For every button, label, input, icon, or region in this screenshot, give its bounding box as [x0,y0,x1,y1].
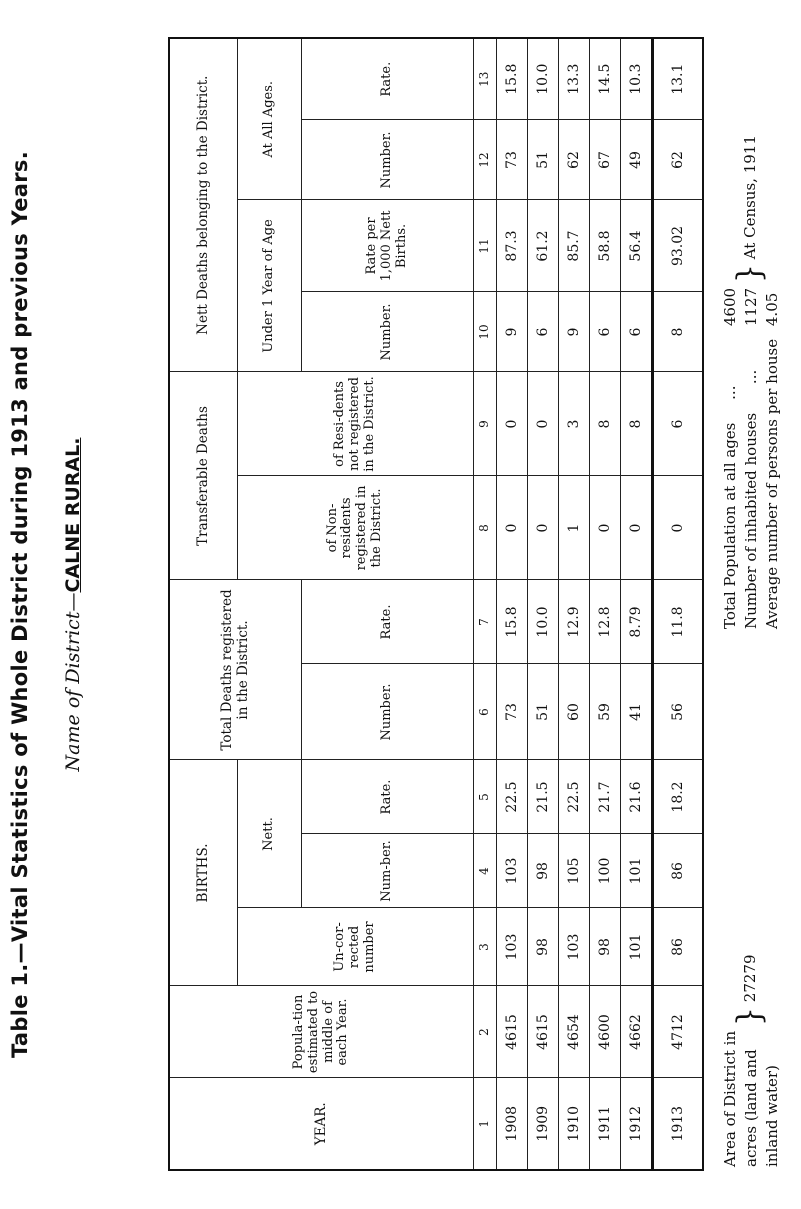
cell-population: 4600 [590,986,621,1078]
census-line-average [762,339,783,629]
cell-all-ages-number: 49 [621,120,653,200]
column-number: 6 [474,664,497,760]
cell-all-ages-rate: 13.3 [559,38,590,120]
census-label-houses: Number of inhabited houses [742,412,760,629]
cell-total-deaths-number: 60 [559,664,590,760]
cell-total-deaths-rate: 11.8 [653,580,704,664]
cell-transferable-nonresidents: 1 [559,476,590,580]
area-line-1: Area of District in [721,1030,739,1167]
header-births-nett: Nett. [237,760,301,908]
census-label-population: Total Population at all ages [721,422,739,629]
cell-year: 1911 [590,1078,621,1170]
column-number: 10 [474,292,497,372]
cell-transferable-nonresidents: 0 [621,476,653,580]
header-year: YEAR. [169,1078,474,1170]
subtitle-prefix: Name of District— [62,592,84,772]
census-value-population: 4600 [721,287,739,327]
header-under-1-rate: Rate per 1,000 Nett Births. [302,200,474,292]
cell-births-nett-number: 100 [590,834,621,908]
cell-births-nett-number: 103 [497,834,528,908]
cell-all-ages-rate: 10.3 [621,38,653,120]
district-name: CALNE RURAL. [62,437,84,593]
cell-under-1-rate: 56.4 [621,200,653,292]
header-all-ages: At All Ages. [237,38,301,200]
column-number: 13 [474,38,497,120]
column-number: 2 [474,986,497,1078]
table-row-current-year [653,38,704,1170]
cell-births-uncorrected: 103 [497,908,528,986]
cell-total-deaths-number: 41 [621,664,653,760]
cell-population: 4615 [528,986,559,1078]
cell-all-ages-rate: 10.0 [528,38,559,120]
cell-transferable-nonresidents: 0 [497,476,528,580]
cell-transferable-nonresidents: 0 [590,476,621,580]
cell-population: 4712 [653,986,704,1078]
cell-total-deaths-rate: 12.9 [559,580,590,664]
header-under-1-year: Under 1 Year of Age [237,200,301,372]
brace-icon: } [730,264,769,284]
area-line-3: inland water) [763,1065,781,1167]
cell-births-nett-rate: 22.5 [497,760,528,834]
column-number-row [474,38,497,1170]
header-under-1-number: Number. [302,292,474,372]
cell-births-nett-number: 105 [559,834,590,908]
column-number: 4 [474,834,497,908]
cell-under-1-number: 6 [528,292,559,372]
cell-total-deaths-rate: 8.79 [621,580,653,664]
cell-total-deaths-rate: 10.0 [528,580,559,664]
cell-transferable-residents: 8 [590,372,621,476]
cell-births-uncorrected: 101 [621,908,653,986]
cell-transferable-nonresidents: 0 [653,476,704,580]
cell-total-deaths-number: 56 [653,664,704,760]
cell-under-1-rate: 85.7 [559,200,590,292]
cell-births-nett-number: 98 [528,834,559,908]
cell-births-uncorrected: 86 [653,908,704,986]
cell-year: 1912 [621,1078,653,1170]
cell-all-ages-rate: 14.5 [590,38,621,120]
header-all-ages-number: Number. [302,120,474,200]
cell-total-deaths-rate: 12.8 [590,580,621,664]
page-subtitle [62,0,84,1209]
cell-births-nett-rate: 21.6 [621,760,653,834]
header-total-deaths-number: Number. [302,664,474,760]
column-number: 12 [474,120,497,200]
census-line-houses [741,339,762,629]
cell-under-1-number: 6 [621,292,653,372]
dots: ... [721,385,739,400]
cell-transferable-nonresidents: 0 [528,476,559,580]
cell-births-nett-number: 101 [621,834,653,908]
header-row-1 [169,38,237,1170]
header-births: BIRTHS. [169,760,237,986]
table-row [590,38,621,1170]
census-label-average: Average number of persons per house [763,338,781,629]
cell-year: 1908 [497,1078,528,1170]
cell-under-1-rate: 93.02 [653,200,704,292]
dots: ... [742,369,760,385]
cell-total-deaths-rate: 15.8 [497,580,528,664]
census-year-label: At Census, 1911 [741,135,759,260]
cell-all-ages-number: 62 [653,120,704,200]
header-transferable-nonresidents: of Non-residents registered in the District. [237,476,473,580]
cell-year: 1910 [559,1078,590,1170]
table-row [528,38,559,1170]
cell-transferable-residents: 6 [653,372,704,476]
cell-births-uncorrected: 103 [559,908,590,986]
column-number: 11 [474,200,497,292]
header-nett-deaths: Nett Deaths belonging to the District. [169,38,237,372]
column-number: 8 [474,476,497,580]
cell-under-1-rate: 58.8 [590,200,621,292]
cell-all-ages-number: 67 [590,120,621,200]
brace-icon: } [730,1007,769,1027]
header-births-uncorrected: Un-cor-rected number [237,908,473,986]
cell-total-deaths-number: 59 [590,664,621,760]
table-row [559,38,590,1170]
header-all-ages-rate: Rate. [302,38,474,120]
cell-total-deaths-number: 73 [497,664,528,760]
cell-transferable-residents: 0 [497,372,528,476]
census-value-average: 4.05 [763,292,781,327]
cell-under-1-number: 6 [590,292,621,372]
column-number: 1 [474,1078,497,1170]
cell-births-uncorrected: 98 [528,908,559,986]
cell-transferable-residents: 8 [621,372,653,476]
area-line-2: acres (land and [742,1049,760,1167]
cell-year: 1913 [653,1078,704,1170]
cell-under-1-rate: 61.2 [528,200,559,292]
cell-births-nett-number: 86 [653,834,704,908]
cell-all-ages-number: 62 [559,120,590,200]
cell-under-1-number: 9 [559,292,590,372]
header-population: Popula-tion estimated to middle of each Year. [169,986,474,1078]
cell-year: 1909 [528,1078,559,1170]
header-total-deaths-rate: Rate. [302,580,474,664]
header-transferable-deaths: Transferable Deaths [169,372,237,580]
column-number: 7 [474,580,497,664]
cell-transferable-residents: 3 [559,372,590,476]
header-births-nett-number: Num-ber. [302,834,474,908]
census-line-population [720,339,741,629]
cell-population: 4662 [621,986,653,1078]
table-row [621,38,653,1170]
header-total-deaths: Total Deaths registered in the District. [169,580,302,760]
column-number: 5 [474,760,497,834]
column-number: 3 [474,908,497,986]
cell-births-nett-rate: 22.5 [559,760,590,834]
cell-all-ages-number: 51 [528,120,559,200]
cell-all-ages-rate: 15.8 [497,38,528,120]
census-note [720,135,783,629]
area-of-district-note [720,955,783,1168]
cell-transferable-residents: 0 [528,372,559,476]
header-transferable-residents: of Resi-dents not registered in the District. [237,372,473,476]
column-number: 9 [474,372,497,476]
cell-under-1-number: 8 [653,292,704,372]
cell-all-ages-number: 73 [497,120,528,200]
cell-total-deaths-number: 51 [528,664,559,760]
cell-under-1-number: 9 [497,292,528,372]
census-value-houses: 1127 [742,287,760,327]
table-row [497,38,528,1170]
header-births-nett-rate: Rate. [302,760,474,834]
cell-births-nett-rate: 18.2 [653,760,704,834]
cell-under-1-rate: 87.3 [497,200,528,292]
page-title: Table 1.—Vital Statistics of Whole District during 1913 and previous Years. [8,151,32,1059]
cell-births-nett-rate: 21.7 [590,760,621,834]
vital-statistics-table [168,37,704,1171]
cell-population: 4615 [497,986,528,1078]
cell-births-uncorrected: 98 [590,908,621,986]
cell-all-ages-rate: 13.1 [653,38,704,120]
area-value: 27279 [741,954,759,1003]
cell-births-nett-rate: 21.5 [528,760,559,834]
cell-population: 4654 [559,986,590,1078]
